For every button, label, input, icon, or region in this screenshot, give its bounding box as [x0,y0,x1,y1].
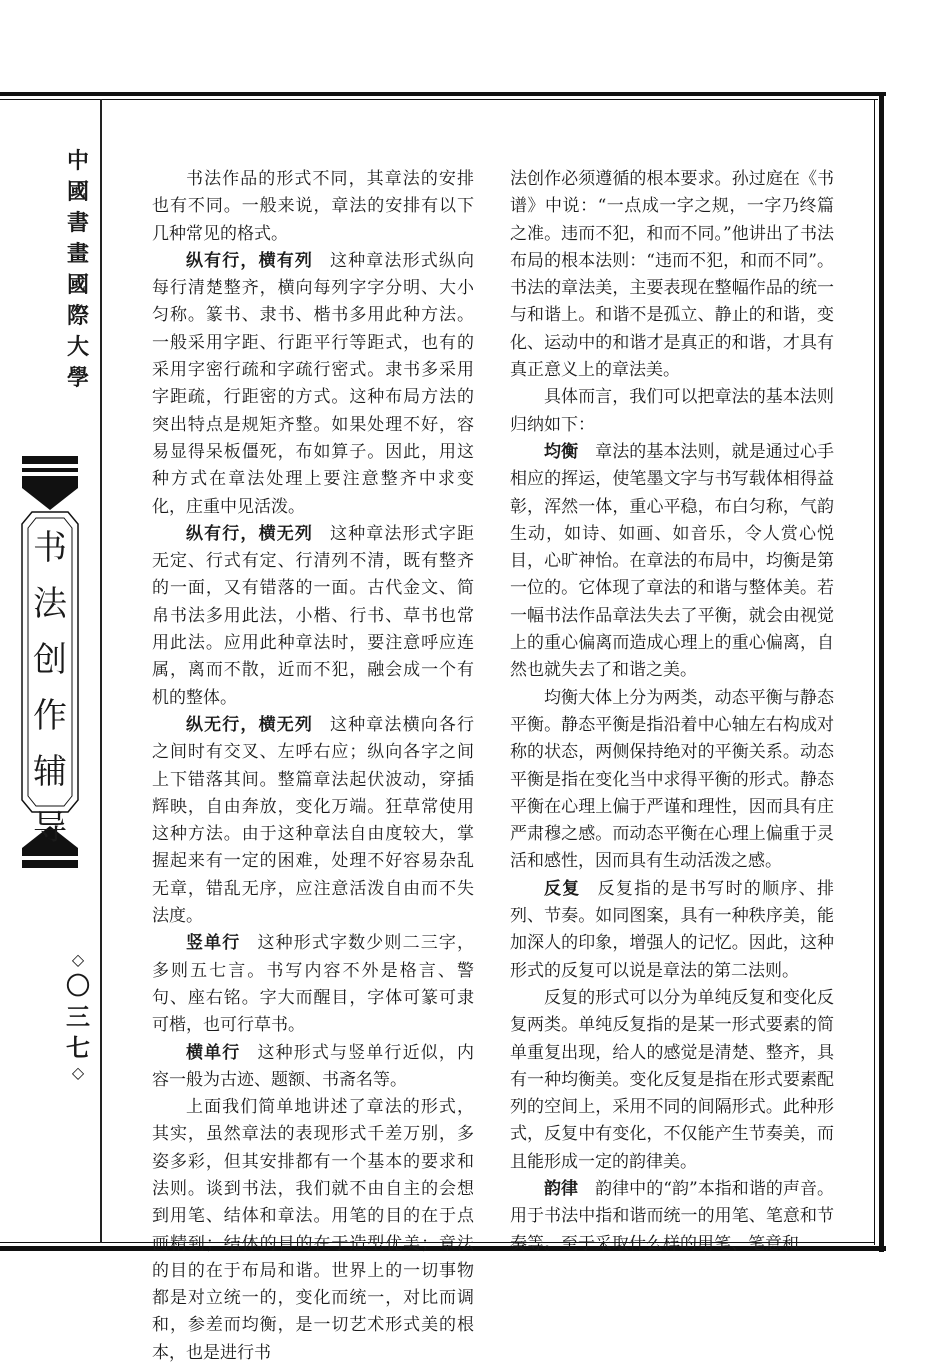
section-title-char: 创 [33,640,67,680]
paragraph-heading: 纵有行，横无列 [186,523,313,544]
text-column-left [152,166,474,1367]
paragraph-heading: 韵律 [544,1178,579,1199]
university-char: 國 [66,272,89,298]
paragraph-heading: 反复 [544,878,581,899]
paragraph: 书法作品的形式不同，其章法的安排也有不同。一般来说，章法的安排有以下几种常见的格式。 [152,169,474,244]
section-title-char: 法 [33,584,67,624]
paragraph: 上面我们简单地讲述了章法的形式，其实，虽然章法的表现形式千差万别，多姿多彩，但其安排都有一个基本的要求和法则。谈到书法，我们就不由自主的会想到用笔、结体和章法。用笔的目的在于点画精到；结体的目的在于造型优美；章法的目的在于布局和谐。世界上的一切事物都是对立统一的，变化而统一，对比而调和，参差而均衡，是一切艺术形式美的根本，也是进行书 [152,1097,474,1363]
diamond-icon: ◇ [71,1063,85,1082]
page-number-digit: 三 [66,1002,90,1031]
university-char: 學 [66,365,89,391]
paragraph-heading: 纵有行，横有列 [186,250,313,271]
section-title-char: 作 [33,696,67,736]
paragraph-text: 章法的基本法则，就是通过心手相应的挥运，使笔墨文字与书写载体相得益彰，浑然一体，重心平稳，布白匀称，气韵生动，如诗、如画、如音乐，令人赏心悦目，心旷神怡。在章法的布局中，均衡是第一位的。它体现了章法的和谐与整体美。若一幅书法作品章法失去了平衡，就会由视觉上的重心偏离而造成心理上的重心偏离，自然也就失去了和谐之美。 [510,441,835,681]
paragraph [152,930,474,1039]
section-title-char: 书 [33,528,67,568]
university-char: 中 [66,148,89,174]
university-char: 國 [66,179,89,205]
university-char: 大 [66,334,89,360]
diamond-icon: ◇ [71,950,85,969]
page-frame-top-inner [0,99,878,100]
paragraph-text: 这种章法形式字距无定、行式有定、行清列不清，既有整齐的一面，又有错落的一面。古代金文、简帛书法多用此法，小楷、行书、草书也常用此法。应用此种章法时，要注意呼应连属，离而不散，近而不犯，融会成一个有机的整体。 [152,523,474,708]
paragraph: 法创作必须遵循的根本要求。孙过庭在《书谱》中说：“一点成一字之规，一字乃终篇之准。违而不犯，和而不同。”他讲出了书法布局的根本法则：“违而不犯，和而不同”。书法的章法美，主要表现在整幅作品的统一与和谐上。和谐不是孤立、静止的和谐，变化、运动中的和谐才是真正的和谐，才具有真正意义上的章法美。 [510,169,834,381]
paragraph-heading: 纵无行，横无列 [186,714,313,735]
paragraph-heading: 竖单行 [186,933,241,954]
section-title-char: 辅 [33,752,67,792]
paragraph: 具体而言，我们可以把章法的基本法则归纳如下： [510,387,834,435]
page-number-digit: 七 [66,1033,90,1062]
paragraph-text: 这种章法横向各行之间时有交叉、左呼右应；纵向各字之间上下错落其间。整篇章法起伏波动，穿插辉映，自由奔放，变化万端。狂草常使用这种方法。由于这种章法自由度较大，掌握起来有一定的困难，处理不好容易杂乱无章，错乱无序，应注意活泼自由而不失法度。 [152,714,474,927]
paragraph-heading: 横单行 [186,1042,241,1063]
university-char: 畫 [66,241,89,267]
page-number [50,950,106,1083]
page-number-digit: 〇 [66,971,90,1000]
paragraph [510,1176,834,1258]
paragraph-text: 韵律中的“韵”本指和谐的声音。用于书法中指和谐而统一的用笔、笔意和节奏等。至于采取什么样的用笔、笔意和 [510,1178,834,1254]
paragraph [152,521,474,712]
university-char: 書 [66,210,89,236]
paragraph [152,1040,474,1095]
paragraph-text: 反复指的是书写时的顺序、排列、节奏。如同图案，具有一种秩序美，能加深人的印象，增强人的记忆。因此，这种形式的反复可以说是章法的第二法则。 [510,878,835,981]
paragraph-text: 这种章法形式纵向每行清楚整齐，横向每列字字分明、大小匀称。篆书、隶书、楷书多用此种方法。一般采用字距、行距平行等距式，也有的采用字密行疏和字疏行密式。隶书多采用字距疏，行距密的方式。这种布局方法的突出特点是规矩齐整。如果处理不好，容易显得呆板僵死，布如算子。因此，用这种方式在章法处理上要注意整齐中求变化，庄重中见活泼。 [152,250,474,517]
page-frame-right [879,92,884,1252]
section-title-char: 导 [33,808,67,848]
paragraph-heading: 均衡 [544,441,579,462]
university-name [48,146,108,394]
paragraph: 均衡大体上分为两类，动态平衡与静态平衡。静态平衡是指沿着中心轴左右构成对称的状态，两侧保持绝对的平衡关系。动态平衡是指在变化当中求得平衡的形式。静态平衡在心理上偏于严谨和理性，因而具有庄严肃穆之感。而动态平衡在心理上偏重于灵活和感性，因而具有生动活泼之感。 [510,687,834,872]
page-frame-top [0,92,886,96]
paragraph [152,712,474,930]
paragraph: 反复的形式可以分为单纯反复和变化反复两类。单纯反复指的是某一形式要素的简单重复出现，给人的感觉是清楚、整齐，具有一种均衡美。变化反复是指在形式要素配列的空间上，采用不同的间隔形式。此种形式，反复中有变化，不仅能产生节奏美，而且能形成一定的韵律美。 [510,987,834,1172]
university-char: 際 [66,303,89,329]
text-column-right [510,166,834,1258]
paragraph [510,876,834,985]
page-frame-right-inner [874,99,875,1245]
paragraph [510,439,834,685]
paragraph-text: 这种形式字数少则二三字，多则五七言。书写内容不外是格言、警句、座右铭。字大而醒目，字体可篆可隶可楷，也可行草书。 [152,933,475,1036]
section-title [18,520,82,856]
paragraph [152,248,474,521]
paragraph-text: 这种形式与竖单行近似，内容一般为古迹、题额、书斋名等。 [152,1042,475,1090]
